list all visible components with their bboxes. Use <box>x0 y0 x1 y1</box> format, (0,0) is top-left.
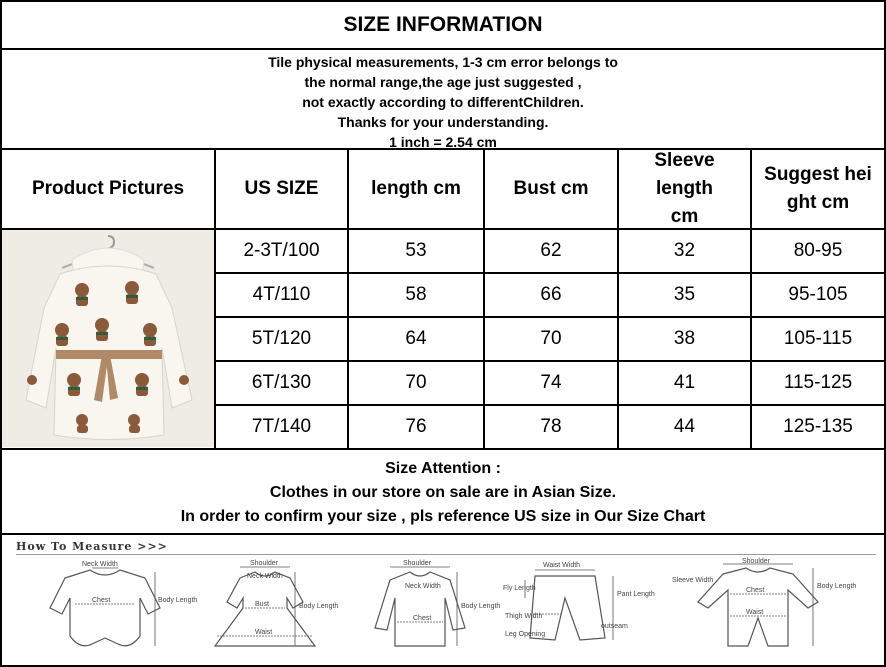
body-length-label: Body Length <box>817 583 857 590</box>
waist-label: Waist <box>255 629 273 636</box>
shoulder-label: Shoulder <box>742 558 771 565</box>
waist-width-label: Waist Width <box>543 562 581 569</box>
cell-height: 115-125 <box>783 372 853 393</box>
chest-label: Chest <box>413 615 432 622</box>
cell-height: 105-115 <box>783 328 853 349</box>
cell-us-size: 7T/140 <box>251 416 312 437</box>
neck-width-label: Neck Width <box>82 561 118 568</box>
note-line: the normal range,the age just suggested , <box>304 74 582 90</box>
shoulder-label: Shoulder <box>403 560 432 567</box>
neck-width-label: Neck Width <box>247 573 283 580</box>
cell-height: 125-135 <box>783 416 853 437</box>
pants-diagram <box>495 558 655 658</box>
body-length-label: Body Length <box>299 603 339 610</box>
note-line: not exactly according to differentChildren. <box>302 94 584 110</box>
cell-sleeve: 41 <box>673 372 696 393</box>
cell-length: 58 <box>405 284 427 305</box>
leg-opening-label: Leg Opening <box>505 631 546 638</box>
shoulder-label: Shoulder <box>250 560 279 567</box>
cell-us-size: 6T/130 <box>251 372 312 393</box>
note-line: Thanks for your understanding. <box>337 114 549 130</box>
chest-label: Chest <box>746 587 765 594</box>
chest-label: Chest <box>92 597 111 604</box>
header-sleeve-length <box>619 150 750 228</box>
attention-line: In order to confirm your size , pls reference US size in Our Size Chart <box>180 508 706 525</box>
cell-bust: 78 <box>540 416 562 437</box>
cell-us-size: 4T/110 <box>252 284 311 305</box>
header-sleeve-line: Sleeve <box>654 150 715 171</box>
neck-width-label: Neck Width <box>405 583 441 590</box>
note-line: 1 inch = 2.54 cm <box>389 134 497 150</box>
attention-line: Clothes in our store on sale are in Asian Size. <box>269 484 617 501</box>
thigh-width-label: Thigh Width <box>505 613 543 620</box>
sleeve-width-label: Sleeve Width <box>672 577 714 584</box>
jumpsuit-diagram <box>668 558 868 658</box>
header-us-size: US SIZE <box>244 178 319 199</box>
header-sleeve-line: length <box>656 178 713 199</box>
bust-label: Bust <box>255 601 270 608</box>
cell-height: 95-105 <box>788 284 848 305</box>
waist-label: Waist <box>746 609 764 616</box>
note-line: Tile physical measurements, 1-3 cm error belongs to <box>268 54 618 70</box>
attention-heading: Size Attention : <box>385 460 501 477</box>
size-attention <box>0 452 886 534</box>
cell-us-size: 2-3T/100 <box>243 240 320 261</box>
dress-diagram <box>195 558 339 658</box>
romper-diagram <box>20 558 198 658</box>
divider <box>16 554 876 555</box>
header-sleeve-line: cm <box>670 206 699 227</box>
cell-length: 70 <box>405 372 427 393</box>
header-length: length cm <box>371 178 461 199</box>
cell-bust: 74 <box>540 372 562 393</box>
header-product-pictures: Product Pictures <box>31 178 185 199</box>
page-title: SIZE INFORMATION <box>343 13 543 36</box>
body-length-label: Body Length <box>158 597 198 604</box>
outseam-label: outseam <box>601 623 628 630</box>
cell-bust: 70 <box>540 328 562 349</box>
header-height-line: ght cm <box>786 192 850 213</box>
top-diagram <box>355 558 501 658</box>
cell-bust: 62 <box>540 240 562 261</box>
cell-sleeve: 44 <box>673 416 696 437</box>
pant-length-label: Pant Length <box>617 591 655 598</box>
header-suggest-height <box>752 150 884 228</box>
cell-sleeve: 38 <box>673 328 696 349</box>
bear-robe-image <box>2 230 214 447</box>
cell-length: 64 <box>405 328 427 349</box>
header-bust: Bust cm <box>513 178 589 199</box>
cell-us-size: 5T/120 <box>251 328 312 349</box>
product-photo <box>2 230 214 447</box>
measurement-notes <box>0 50 886 148</box>
cell-sleeve: 32 <box>673 240 696 261</box>
body-length-label: Body Length <box>461 603 501 610</box>
cell-bust: 66 <box>540 284 562 305</box>
how-to-measure-title: How To Measure >>> <box>16 540 168 553</box>
fly-length-label: Fly Length <box>503 585 536 592</box>
cell-height: 80-95 <box>793 240 843 261</box>
cell-length: 53 <box>405 240 427 261</box>
cell-length: 76 <box>405 416 427 437</box>
cell-sleeve: 35 <box>673 284 696 305</box>
header-height-line: Suggest hei <box>764 164 872 185</box>
